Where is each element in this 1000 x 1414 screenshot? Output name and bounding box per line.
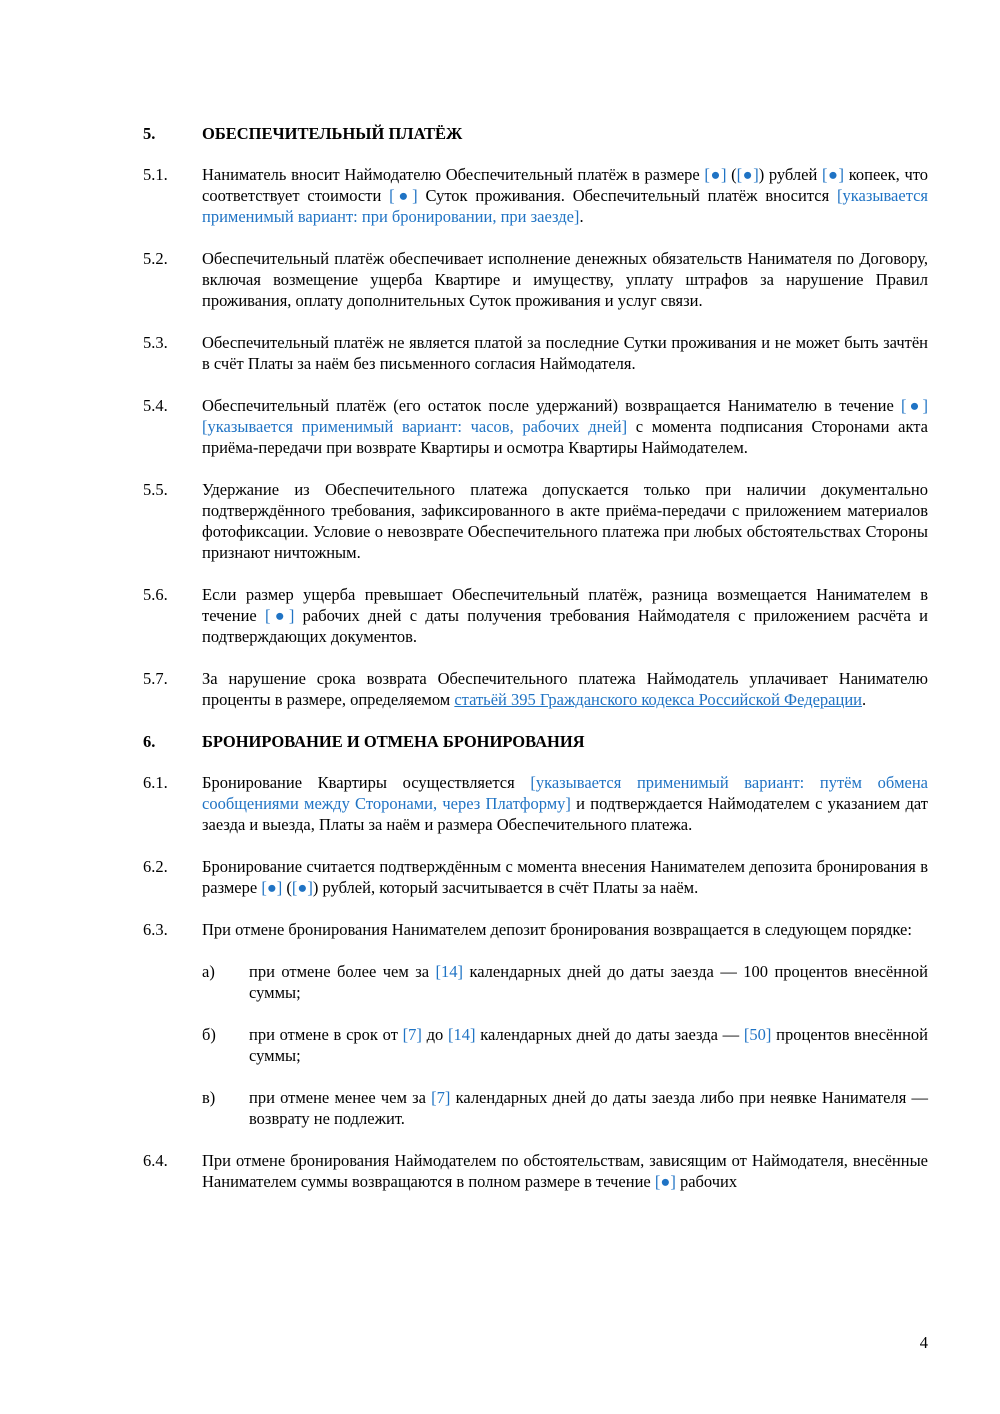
subclause-a bbox=[202, 961, 928, 1003]
clause-number: 5.7. bbox=[143, 669, 168, 688]
clause-text: Обеспечительный платёж обеспечивает исполнение денежных обязательств Нанимателя по Договору, включая возмещение ущерба Квартире и имуществу, уплату штрафов за нарушение Правил проживания, оплату дополнительных Суток проживания и услуг связи. bbox=[202, 249, 928, 310]
subclause-text: при отмене в срок от [7] до [14] календарных дней до даты заезда — [50] процентов внесённой суммы; bbox=[249, 1025, 928, 1065]
section-heading-5 bbox=[143, 123, 928, 144]
clause-text: Обеспечительный платёж не является платой за последние Сутки проживания и не может быть зачтён в счёт Платы за наём без письменного согласия Наймодателя. bbox=[202, 333, 928, 373]
clause-number: 5.3. bbox=[143, 333, 168, 352]
civil-code-link[interactable]: статьёй 395 Гражданского кодекса Российской Федерации bbox=[454, 690, 862, 709]
subclause-b bbox=[202, 1024, 928, 1066]
clause-number: 5.5. bbox=[143, 480, 168, 499]
placeholder: [●] bbox=[736, 165, 759, 184]
section-heading-6 bbox=[143, 731, 928, 752]
clause-6-1 bbox=[143, 772, 928, 835]
clause-number: 6.4. bbox=[143, 1151, 168, 1170]
clause-number: 6.2. bbox=[143, 857, 168, 876]
placeholder: [●] bbox=[261, 878, 283, 897]
placeholder: [14] bbox=[448, 1025, 476, 1044]
placeholder: [указывается применимый вариант: путём обмена сообщениями между Сторонами, через Платформу] bbox=[202, 773, 928, 813]
clause-5-4 bbox=[143, 395, 928, 458]
section-title: ОБЕСПЕЧИТЕЛЬНЫЙ ПЛАТЁЖ bbox=[202, 124, 463, 143]
clause-number: 6.1. bbox=[143, 773, 168, 792]
clause-number: 5.2. bbox=[143, 249, 168, 268]
placeholder: [●] bbox=[389, 186, 418, 205]
clause-text: Удержание из Обеспечительного платежа допускается только при наличии документально подтверждённого требования, зафиксированного в акте приёма-передачи с приложением материалов фотофиксации. Условие о невозврате Обеспечительного платежа при любых обстоятельствах Стороны признают ничтожным. bbox=[202, 480, 928, 562]
clause-number: 5.6. bbox=[143, 585, 168, 604]
clause-5-1 bbox=[143, 164, 928, 227]
clause-text: Бронирование Квартиры осуществляется [указывается применимый вариант: путём обмена сообщениями между Сторонами, через Платформу] и подтверждается Наймодателем с указанием дат заезда и выезда, Платы за наём и размера Обеспечительного платежа. bbox=[202, 773, 928, 834]
clause-text: Обеспечительный платёж (его остаток после удержаний) возвращается Нанимателю в течение [●] [указывается применимый вариант: часов, рабочих дней] с момента подписания Сторонами акта приёма-передачи при возврате Квартиры и осмотра Квартиры Наймодателем. bbox=[202, 396, 928, 457]
clause-number: 6.3. bbox=[143, 920, 168, 939]
placeholder: [указывается применимый вариант: часов, рабочих дней] bbox=[202, 417, 628, 436]
placeholder: [указывается применимый вариант: при бронировании, при заезде] bbox=[202, 186, 929, 226]
placeholder: [●] bbox=[654, 1172, 676, 1191]
clause-5-7 bbox=[143, 668, 928, 710]
placeholder: [14] bbox=[435, 962, 463, 981]
subclause-text: при отмене более чем за [14] календарных дней до даты заезда — 100 процентов внесённой суммы; bbox=[249, 962, 928, 1002]
section-title: БРОНИРОВАНИЕ И ОТМЕНА БРОНИРОВАНИЯ bbox=[202, 732, 585, 751]
clause-5-6 bbox=[143, 584, 928, 647]
clause-text: Бронирование считается подтверждённым с момента внесения Нанимателем депозита бронирования в размере [●] ([●]) рублей, который засчитывается в счёт Платы за наём. bbox=[202, 857, 928, 897]
clause-text: Наниматель вносит Наймодателю Обеспечительный платёж в размере [●] ([●]) рублей [●] копеек, что соответствует стоимости [●] Суток проживания. Обеспечительный платёж вносится [указывается применимый вариант: при бронировании, при заезде]. bbox=[202, 165, 929, 226]
clause-text: При отмене бронирования Нанимателем депозит бронирования возвращается в следующем порядке: bbox=[202, 920, 912, 939]
subclause-c bbox=[202, 1087, 928, 1129]
placeholder: [7] bbox=[402, 1025, 422, 1044]
placeholder: [●] bbox=[821, 165, 845, 184]
clause-5-3 bbox=[143, 332, 928, 374]
placeholder: [●] bbox=[291, 878, 313, 897]
document-page bbox=[143, 113, 928, 1213]
clause-text: Если размер ущерба превышает Обеспечительный платёж, разница возмещается Нанимателем в течение [●] рабочих дней с даты получения требования Наймодателя с приложением расчёта и подтверждающих документов. bbox=[202, 585, 928, 646]
subclause-number: в) bbox=[202, 1088, 216, 1107]
clause-text: При отмене бронирования Наймодателем по обстоятельствам, зависящим от Наймодателя, внесённые Нанимателем суммы возвращаются в полном размере в течение [●] рабочих bbox=[202, 1151, 928, 1191]
clause-6-4 bbox=[143, 1150, 928, 1192]
subclause-text: при отмене менее чем за [7] календарных дней до даты заезда либо при неявке Нанимателя — возврату не подлежит. bbox=[249, 1088, 928, 1128]
subclause-number: б) bbox=[202, 1025, 216, 1044]
section-number: 5. bbox=[143, 124, 156, 143]
placeholder: [●] bbox=[900, 396, 928, 415]
clause-6-2 bbox=[143, 856, 928, 898]
placeholder: [7] bbox=[431, 1088, 451, 1107]
clause-5-2 bbox=[143, 248, 928, 311]
page-number: 4 bbox=[919, 1333, 928, 1352]
subclause-number: а) bbox=[202, 962, 215, 981]
placeholder: [●] bbox=[265, 606, 295, 625]
clause-6-3 bbox=[143, 919, 928, 940]
clause-number: 5.4. bbox=[143, 396, 168, 415]
clause-5-5 bbox=[143, 479, 928, 563]
section-number: 6. bbox=[143, 732, 156, 751]
placeholder: [●] bbox=[704, 165, 727, 184]
clause-text: За нарушение срока возврата Обеспечительного платежа Наймодатель уплачивает Нанимателю проценты в размере, определяемом статьёй 395 Гражданского кодекса Российской Федерации. bbox=[202, 669, 928, 709]
clause-number: 5.1. bbox=[143, 165, 168, 184]
placeholder: [50] bbox=[743, 1025, 772, 1044]
